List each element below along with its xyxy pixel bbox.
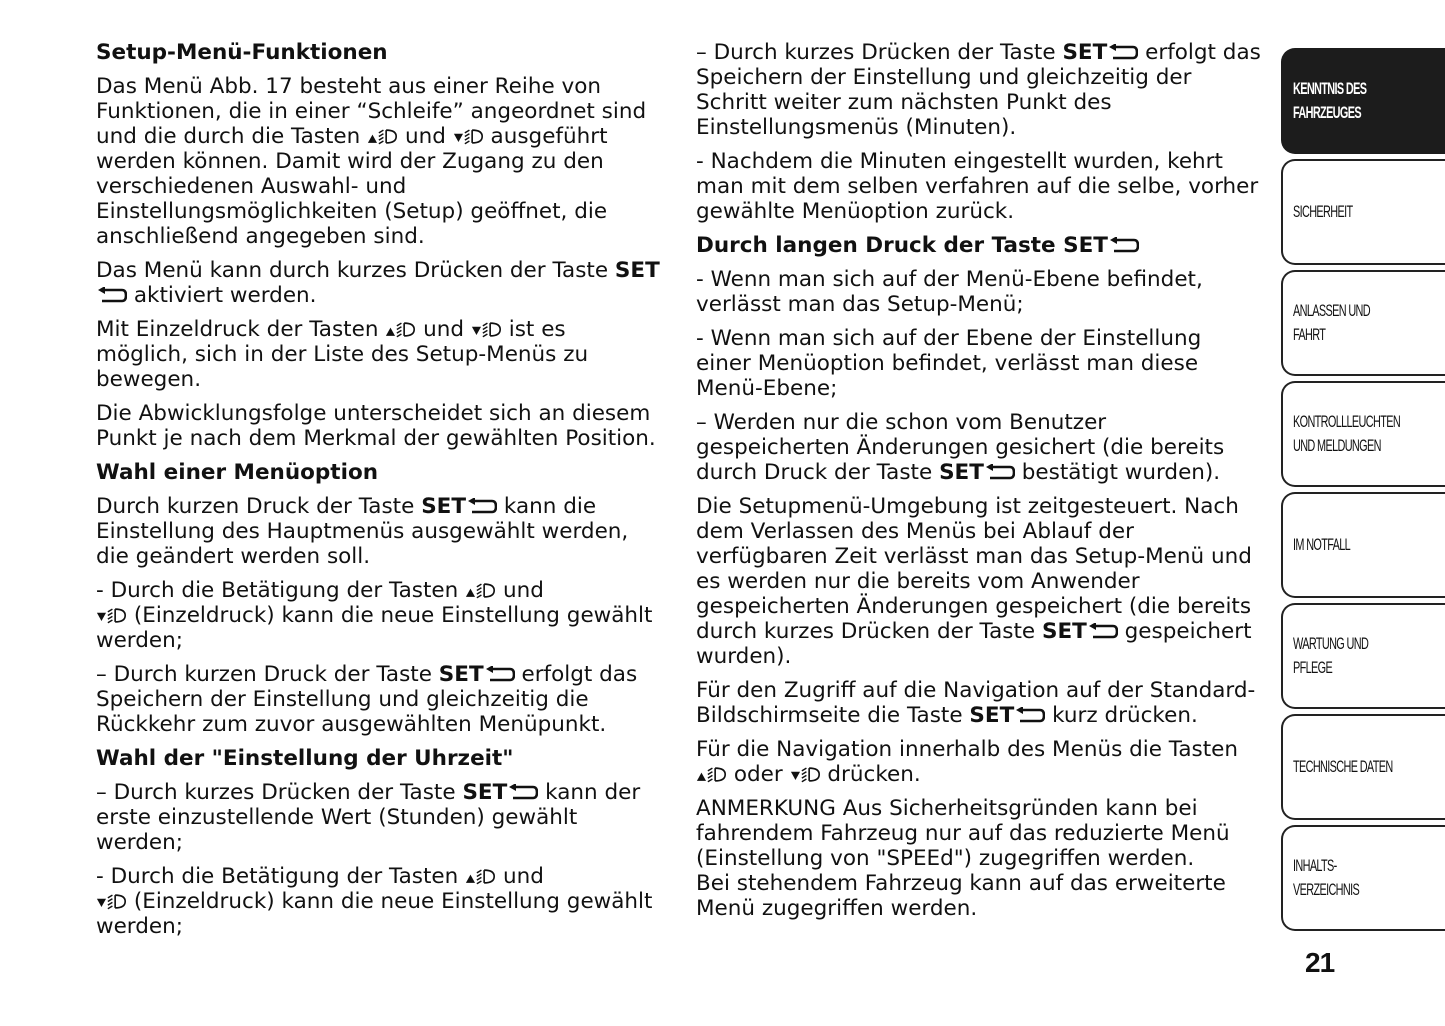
paragraph: – Werden nur die schon vom Benutzer gespeicherten Änderungen gesichert (die bereits durch Druck der Taste SET bestätigt wurden). [696, 410, 1225, 485]
light-down-button-icon [96, 606, 127, 625]
set-return-arrow-icon [1088, 623, 1118, 641]
paragraph: - Nachdem die Minuten eingestellt wurden, kehrt man mit dem selben verfahren auf die selbe, vorher gewählte Menüoption zurück. [696, 149, 1259, 224]
tab-im-notfall[interactable]: IM NOTFALL [1281, 492, 1445, 598]
paragraph: - Durch die Betätigung der Tasten und (Einzeldruck) kann die neue Einstellung gewählt werden; [96, 864, 653, 939]
paragraph: Mit Einzeldruck der Tasten und ist es möglich, sich in der Liste des Setup-Menüs zu bewegen. [96, 317, 589, 392]
chapter-tabs [1281, 48, 1445, 936]
paragraph: Durch kurzen Druck der Taste SET kann die Einstellung des Hauptmenüs ausgewählt werden, die geändert werden soll. [96, 494, 629, 569]
tab-wartung-und-pflege[interactable]: WARTUNG UND PFLEGE [1281, 603, 1445, 709]
paragraph: - Durch die Betätigung der Tasten und (Einzeldruck) kann die neue Einstellung gewählt werden; [96, 578, 653, 653]
paragraph: Die Setupmenü-Umgebung ist zeitgesteuert. Nach dem Verlassen des Menüs bei Ablauf der verfügbaren Zeit verlässt man das Setup-Menü und es werden nur die bereits vom Anwender gespeicherten Änderungen gespeichert (die bereits durch kurzes Drücken der Taste SET gespeichert wurden). [696, 494, 1252, 669]
light-up-button-icon [465, 867, 496, 886]
left-column [96, 40, 661, 948]
tab-sicherheit[interactable]: SICHERHEIT [1281, 159, 1445, 265]
light-up-button-icon [465, 581, 496, 600]
paragraph: - Wenn man sich auf der Menü-Ebene befindet, verlässt man das Setup-Menü; [696, 267, 1203, 317]
paragraph: Das Menü kann durch kurzes Drücken der Taste SET aktiviert werden. [96, 258, 660, 308]
heading-menu-option: Wahl einer Menüoption [96, 460, 379, 485]
set-return-arrow-icon [985, 464, 1015, 482]
light-down-button-icon [471, 320, 502, 339]
paragraph: – Durch kurzes Drücken der Taste SET erfolgt das Speichern der Einstellung und gleichzeitig der Schritt weiter zum nächsten Punkt des Einstellungsmenüs (Minuten). [696, 40, 1261, 140]
light-down-button-icon [96, 892, 127, 911]
set-return-arrow-icon [1109, 237, 1139, 255]
paragraph: Die Abwicklungsfolge unterscheidet sich an diesem Punkt je nach dem Merkmal der gewählten Position. [96, 401, 656, 451]
tab-technische-daten[interactable]: TECHNISCHE DATEN [1281, 714, 1445, 820]
paragraph: – Durch kurzes Drücken der Taste SET kann der erste einzustellende Wert (Stunden) gewählt werden; [96, 780, 641, 855]
set-return-arrow-icon [467, 498, 497, 516]
paragraph: Für den Zugriff auf die Navigation auf der Standard-Bildschirmseite die Taste SET kurz drücken. [696, 678, 1256, 728]
paragraph: Das Menü Abb. 17 besteht aus einer Reihe von Funktionen, die in einer “Schleife” angeordnet sind und die durch die Tasten und ausgeführt werden können. Damit wird der Zugang zu den verschiedenen Auswahl- und Einstellungsmöglichkeiten (Setup) geöffnet, die anschließend angegeben sind. [96, 74, 647, 249]
tab-kenntnis-des-fahrzeuges[interactable]: KENNTNIS DES FAHRZEUGES [1281, 48, 1445, 154]
set-return-arrow-icon [508, 784, 538, 802]
light-down-button-icon [453, 127, 484, 146]
heading-setup-menu-functions: Setup-Menü-Funktionen [96, 40, 388, 65]
light-down-button-icon [790, 765, 821, 784]
paragraph: - Wenn man sich auf der Ebene der Einstellung einer Menüoption befindet, verlässt man diese Menü-Ebene; [696, 326, 1202, 401]
page-number: 21 [1305, 947, 1335, 978]
tab-kontrollleuchten[interactable]: KONTROLLLEUCHTEN UND MELDUNGEN [1281, 381, 1445, 487]
heading-time-setting: Wahl der "Einstellung der Uhrzeit" [96, 746, 514, 771]
paragraph: Für die Navigation innerhalb des Menüs die Tasten oder drücken. [696, 737, 1239, 787]
tab-anlassen-und-fahrt[interactable]: ANLASSEN UND FAHRT [1281, 270, 1445, 376]
set-return-arrow-icon [1108, 44, 1138, 62]
set-return-arrow-icon [485, 666, 515, 684]
heading-long-press: Durch langen Druck der Taste SET [696, 233, 1261, 258]
tab-inhaltsverzeichnis[interactable]: INHALTS- VERZEICHNIS [1281, 825, 1445, 931]
light-up-button-icon [385, 320, 416, 339]
set-return-arrow-icon [97, 287, 127, 305]
right-column [696, 40, 1261, 930]
light-up-button-icon [696, 765, 727, 784]
paragraph: – Durch kurzen Druck der Taste SET erfolgt das Speichern der Einstellung und gleichzeitig die Rückkehr zum zuvor ausgewählten Menüpunkt. [96, 662, 638, 737]
light-up-button-icon [367, 127, 398, 146]
paragraph: ANMERKUNG Aus Sicherheitsgründen kann bei fahrendem Fahrzeug nur auf das reduzierte Menü (Einstellung von "SPEEd") zugegriffen werden. Bei stehendem Fahrzeug kann auf das erweiterte Menü zugegriffen werden. [696, 796, 1230, 921]
set-return-arrow-icon [1015, 707, 1045, 725]
